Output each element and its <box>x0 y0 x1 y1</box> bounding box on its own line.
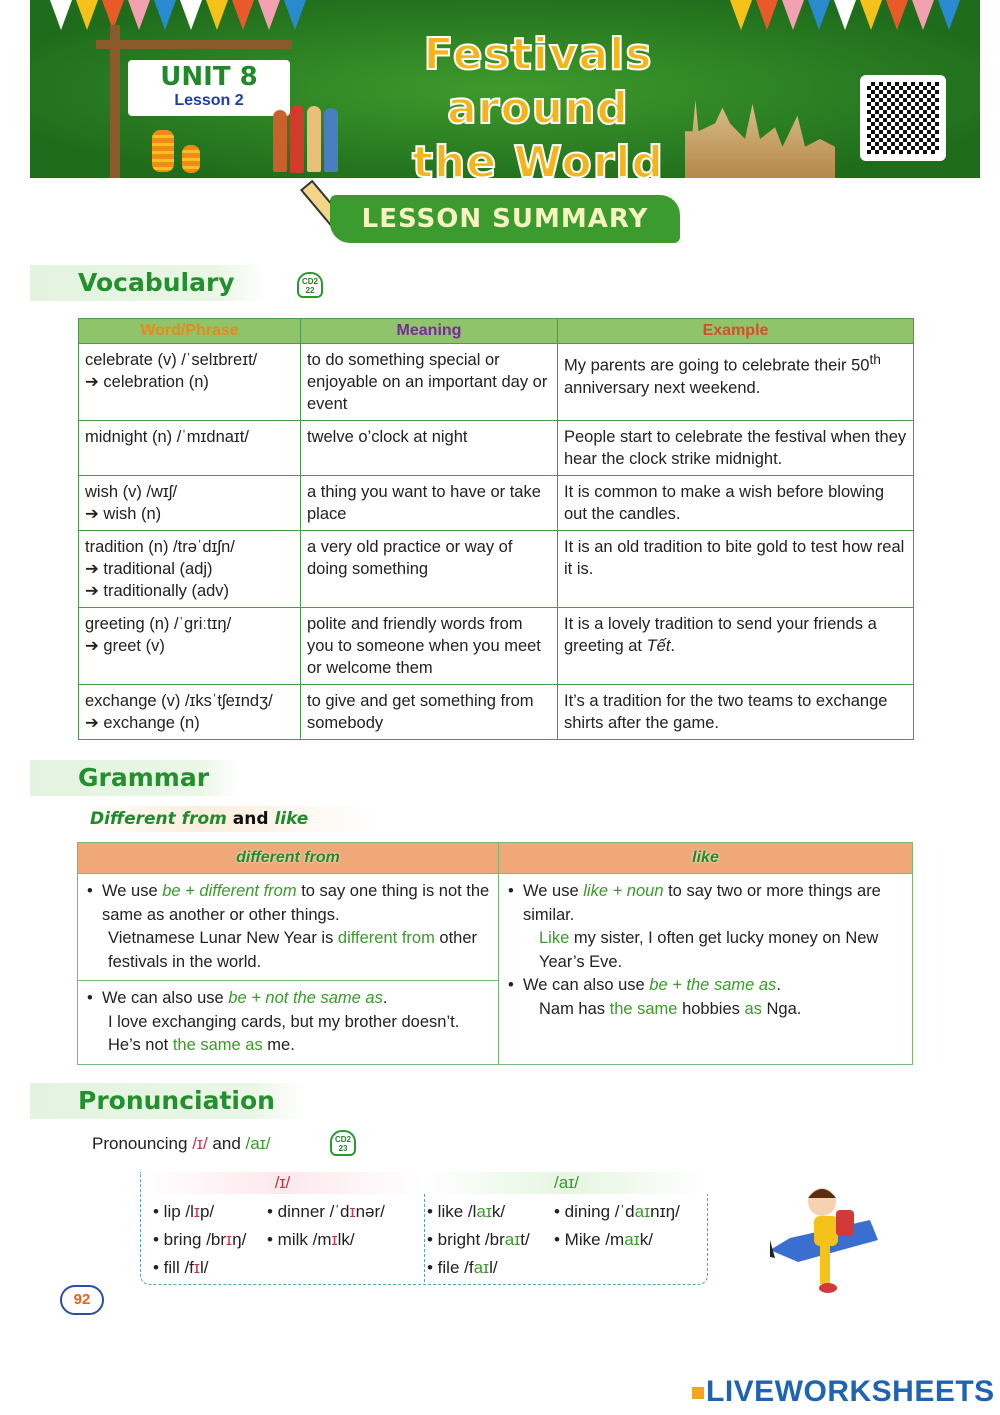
text-segment: exchange <box>85 692 157 710</box>
text-segment: We can also use <box>523 976 650 994</box>
text-segment: • dining /ˈd <box>554 1202 635 1221</box>
word-item <box>153 1258 208 1278</box>
text-segment: shirts after the game. <box>564 714 719 732</box>
text-segment: midnight <box>85 428 148 446</box>
text-segment: • bring /br <box>153 1230 227 1249</box>
text-segment: k/ <box>491 1202 506 1221</box>
text-segment: ɪ <box>193 1202 200 1221</box>
word-cell <box>79 608 301 685</box>
text-segment: Nam has <box>539 999 610 1018</box>
text-segment: before blowing out the candles. <box>564 483 885 523</box>
text-segment: It’s a tradition for the two teams to <box>564 692 816 710</box>
text-segment: • fill /f <box>153 1258 194 1277</box>
text-segment: ɪ <box>226 1230 233 1249</box>
text-segment: ➔ greet <box>85 637 142 655</box>
word-item <box>554 1230 653 1250</box>
word-item <box>427 1202 505 1222</box>
text-segment: (adv) <box>186 582 230 600</box>
example-text <box>523 998 904 1022</box>
bunting-flag <box>808 0 830 30</box>
bunting-flag <box>912 0 934 30</box>
column-header-meaning: Meaning <box>301 319 558 344</box>
text-segment: (n) /ˈmɪdnaɪt/ <box>147 428 249 446</box>
text-segment: • dinner /ˈd <box>267 1202 350 1221</box>
cd-track: 23 <box>338 1144 348 1153</box>
text-segment: ➔ traditional <box>85 560 175 578</box>
text-segment: tradition <box>85 538 144 556</box>
lantern-icon <box>182 145 200 173</box>
text-segment: aɪ <box>476 1202 492 1221</box>
table-row <box>79 421 914 476</box>
text-segment: Nga. <box>761 999 802 1018</box>
pronunciation-heading: Pronunciation <box>30 1083 305 1119</box>
bunting-flag <box>886 0 908 30</box>
vocabulary-heading: Vocabulary <box>30 265 265 301</box>
text-segment: • Mike /m <box>554 1230 625 1249</box>
text-segment: (n) <box>174 714 200 732</box>
word-form <box>85 349 294 371</box>
qr-pattern <box>867 82 939 154</box>
text-segment: th <box>869 352 881 367</box>
signpost-beam <box>96 40 292 49</box>
text-segment: as <box>744 999 762 1018</box>
text-segment: l/ <box>489 1258 498 1277</box>
text-segment: their 50 <box>809 356 870 375</box>
bunting-flag <box>206 0 228 30</box>
lesson-label: Lesson 2 <box>174 92 244 109</box>
column-divider <box>424 1194 425 1282</box>
pronunciation-box <box>140 1172 708 1285</box>
word-item <box>267 1202 385 1222</box>
text-segment: wish <box>85 483 119 501</box>
text-segment: and <box>226 809 275 829</box>
text-segment: ➔ celebration <box>85 373 185 391</box>
text-segment: like + noun <box>583 882 664 900</box>
text-segment: People start to celebrate the festival when they hear the clock strike <box>564 428 907 468</box>
example-text <box>102 927 490 974</box>
bunting-flag <box>730 0 752 30</box>
rule-text <box>523 974 904 998</box>
text-segment: to say two or more things are similar. <box>523 882 881 924</box>
word-cell <box>79 344 301 421</box>
text-segment: (v) /ɪksˈtʃeɪndʒ/ <box>156 692 273 710</box>
text-segment: aɪ <box>634 1202 651 1221</box>
table-row <box>79 608 914 685</box>
sound-header-short-i: /ɪ/ <box>141 1172 424 1194</box>
text-segment: hobbies <box>677 999 745 1018</box>
person-illustration <box>307 106 321 172</box>
text-segment: (n) /ˈɡriːtɪŋ/ <box>144 615 232 633</box>
text-segment: We can also use <box>102 989 229 1007</box>
unit-label: UNIT 8 <box>160 62 258 92</box>
logo-mark-icon <box>692 1387 704 1399</box>
text-segment: be + different from <box>162 882 297 900</box>
word-form <box>85 712 294 734</box>
text-segment: tradition <box>643 538 703 556</box>
text-segment: be + the same as <box>649 976 777 994</box>
unit-sign <box>128 60 290 116</box>
text-segment: We use <box>523 882 584 900</box>
bunting-flag <box>834 0 856 30</box>
word-cell <box>79 476 301 531</box>
bunting-flag <box>50 0 72 30</box>
text-segment: It is common to make a <box>564 483 740 501</box>
bunting-flag <box>860 0 882 30</box>
column-header-different-from: different from <box>78 843 499 874</box>
boy-on-pencil-illustration <box>770 1180 880 1300</box>
word-cell <box>79 421 301 476</box>
text-segment: Pronouncing <box>92 1134 193 1153</box>
bunting-flag <box>154 0 176 30</box>
text-segment: /aɪ/ <box>245 1134 271 1153</box>
rule-text <box>102 880 490 927</box>
text-segment: . <box>670 637 676 655</box>
text-segment: (n) <box>136 505 162 523</box>
rule-text <box>102 987 490 1011</box>
bullet: • <box>87 989 93 1007</box>
word-form <box>85 690 294 712</box>
word-cell <box>79 685 301 740</box>
text-segment: the same <box>609 999 678 1018</box>
meaning-cell <box>301 421 558 476</box>
text-segment: aɪ <box>504 1230 521 1249</box>
meaning-cell <box>301 476 558 531</box>
unit-header-banner <box>30 0 980 188</box>
text-segment: twelve o’clock at night <box>307 428 468 446</box>
text-segment: like <box>274 809 309 829</box>
text-segment: /ɪ/ <box>192 1134 208 1153</box>
text-segment: (n) /trəˈdɪʃn/ <box>143 538 235 556</box>
bunting-flag <box>232 0 254 30</box>
text-segment: I love exchanging cards, but my brother doesn’t. He’s not <box>108 1012 460 1054</box>
text-segment: • lip /l <box>153 1202 194 1221</box>
text-segment: l/ <box>199 1258 209 1277</box>
lantern-icon <box>152 130 174 172</box>
word-form <box>85 536 294 558</box>
text-segment: ɪ <box>349 1202 356 1221</box>
text-segment: exchange <box>815 692 888 710</box>
text-segment: polite and friendly words from you to someone when you meet or welcome them <box>307 615 541 677</box>
column-header-word: Word/Phrase <box>79 319 301 344</box>
example-text <box>102 1011 490 1058</box>
text-segment: (adj) <box>174 560 213 578</box>
vocabulary-table <box>78 318 914 740</box>
text-segment: a very old practice or way of doing something <box>307 538 513 578</box>
title-line-2: the World <box>412 137 664 188</box>
text-segment: k/ <box>639 1230 653 1249</box>
text-segment: different from <box>337 929 435 947</box>
example-text <box>523 927 904 974</box>
text-segment: • bright /br <box>427 1230 505 1249</box>
grammar-rule-cell <box>78 874 499 981</box>
example-cell <box>558 421 914 476</box>
meaning-cell <box>301 531 558 608</box>
word-item <box>427 1258 498 1278</box>
bunting-flag <box>782 0 804 30</box>
text-segment: Vietnamese Lunar New Year is <box>108 929 338 947</box>
table-row <box>79 344 914 421</box>
grammar-table <box>77 842 913 1065</box>
text-segment: (v) /ˈselɪbreɪt/ <box>152 351 258 369</box>
text-segment: • milk /m <box>267 1230 332 1249</box>
page-number: 92 <box>60 1285 104 1315</box>
table-row <box>79 476 914 531</box>
text-segment: ɪ <box>193 1258 200 1277</box>
text-segment: and <box>207 1134 246 1153</box>
audio-cd-icon[interactable] <box>297 272 323 298</box>
text-segment: Like <box>539 929 570 947</box>
text-segment: • like /l <box>427 1202 477 1221</box>
title-line-1: Festivals around <box>423 29 653 134</box>
word-item <box>267 1230 355 1250</box>
text-segment: a thing you want to have or take place <box>307 483 541 523</box>
word-item <box>554 1202 680 1222</box>
text-segment: It is an old <box>564 538 644 556</box>
text-segment: greeting <box>564 637 624 655</box>
example-cell <box>558 685 914 740</box>
text-segment: at <box>623 637 647 655</box>
text-segment: the same as <box>172 1036 263 1054</box>
logo-text: LIVEWORKSHEETS <box>706 1375 995 1408</box>
grammar-rule-cell <box>499 874 913 1065</box>
word-item <box>153 1230 246 1250</box>
text-segment: to say one thing is not the same as another or other things. <box>102 882 490 924</box>
text-segment: Tết <box>646 637 671 655</box>
word-item <box>153 1202 214 1222</box>
word-form <box>85 371 294 393</box>
bunting-flag <box>128 0 150 30</box>
example-cell <box>558 531 914 608</box>
word-form <box>85 481 294 503</box>
text-segment: other festivals in the world. <box>108 929 478 971</box>
text-segment: me. <box>262 1036 295 1054</box>
word-form <box>85 635 294 657</box>
text-segment: be + not the same as <box>228 989 383 1007</box>
text-segment: • file /f <box>427 1258 474 1277</box>
cd-label: CD2 <box>334 1135 351 1144</box>
pronunciation-subtitle <box>92 1134 270 1154</box>
column-header-like: like <box>499 843 913 874</box>
qr-code[interactable] <box>860 75 946 161</box>
bullet: • <box>508 976 514 994</box>
bunting-flag <box>76 0 98 30</box>
person-illustration <box>273 110 287 172</box>
word-form <box>85 503 294 525</box>
text-segment: aɪ <box>624 1230 640 1249</box>
grammar-subtitle <box>78 806 378 832</box>
word-form <box>85 613 294 635</box>
text-segment: aɪ <box>473 1258 490 1277</box>
text-segment: . <box>382 989 388 1007</box>
text-segment: nər/ <box>355 1202 385 1221</box>
text-segment: Different from <box>90 809 227 829</box>
text-segment: to do something special or enjoyable on an important day or event <box>307 351 548 413</box>
text-segment: ɪ <box>331 1230 338 1249</box>
word-item <box>427 1230 530 1250</box>
text-segment: ➔ exchange <box>85 714 175 732</box>
rule-text <box>523 880 904 927</box>
text-segment: t/ <box>520 1230 530 1249</box>
table-row <box>79 531 914 608</box>
text-segment: greeting <box>85 615 145 633</box>
sound-header-ai: /aɪ/ <box>424 1172 709 1194</box>
text-segment: (v) /wɪʃ/ <box>118 483 178 501</box>
text-segment: nɪŋ/ <box>650 1202 680 1221</box>
liveworksheets-logo <box>692 1375 995 1409</box>
meaning-cell <box>301 685 558 740</box>
person-illustration <box>290 105 304 173</box>
cd-label: CD2 <box>301 277 318 286</box>
bullet: • <box>508 882 514 900</box>
text-segment: anniversary next weekend. <box>564 378 761 397</box>
text-segment: p/ <box>199 1202 215 1221</box>
text-segment: to give and get something from somebody <box>307 692 534 732</box>
text-segment: midnight. <box>715 450 783 468</box>
word-form <box>85 580 294 602</box>
text-segment: my sister, I often get lucky money on New Year’s Eve. <box>539 929 879 971</box>
text-segment: ➔ traditionally <box>85 582 187 600</box>
bunting-flag <box>284 0 306 30</box>
text-segment: lk/ <box>337 1230 355 1249</box>
bunting-flag <box>258 0 280 30</box>
text-segment: (v) <box>141 637 165 655</box>
example-cell <box>558 344 914 421</box>
bunting-flag <box>938 0 960 30</box>
text-segment: . <box>776 976 781 994</box>
text-segment: ➔ wish <box>85 505 137 523</box>
example-cell <box>558 476 914 531</box>
text-segment: My parents are going to <box>564 356 742 375</box>
meaning-cell <box>301 608 558 685</box>
word-form <box>85 426 294 448</box>
text-segment: celebrate <box>741 356 810 375</box>
text-segment: wish <box>739 483 773 501</box>
cd-track: 22 <box>305 286 315 295</box>
table-row <box>79 685 914 740</box>
column-header-example: Example <box>558 319 914 344</box>
bullet: • <box>87 882 93 900</box>
audio-cd-icon[interactable] <box>330 1130 356 1156</box>
word-cell <box>79 531 301 608</box>
word-form <box>85 558 294 580</box>
text-segment: We use <box>102 882 163 900</box>
text-segment: ŋ/ <box>232 1230 247 1249</box>
lesson-summary-banner: LESSON SUMMARY <box>330 195 680 243</box>
grammar-rule-cell <box>78 981 499 1065</box>
text-segment: to bite gold to test how real it is. <box>564 538 905 578</box>
bunting-flag <box>180 0 202 30</box>
meaning-cell <box>301 344 558 421</box>
text-segment: (n) <box>184 373 209 391</box>
grammar-heading: Grammar <box>30 760 239 796</box>
text-segment: celebrate <box>85 351 153 369</box>
text-segment: It is a lovely tradition to send your friends a <box>564 615 877 633</box>
bunting-flag <box>756 0 778 30</box>
example-cell <box>558 608 914 685</box>
